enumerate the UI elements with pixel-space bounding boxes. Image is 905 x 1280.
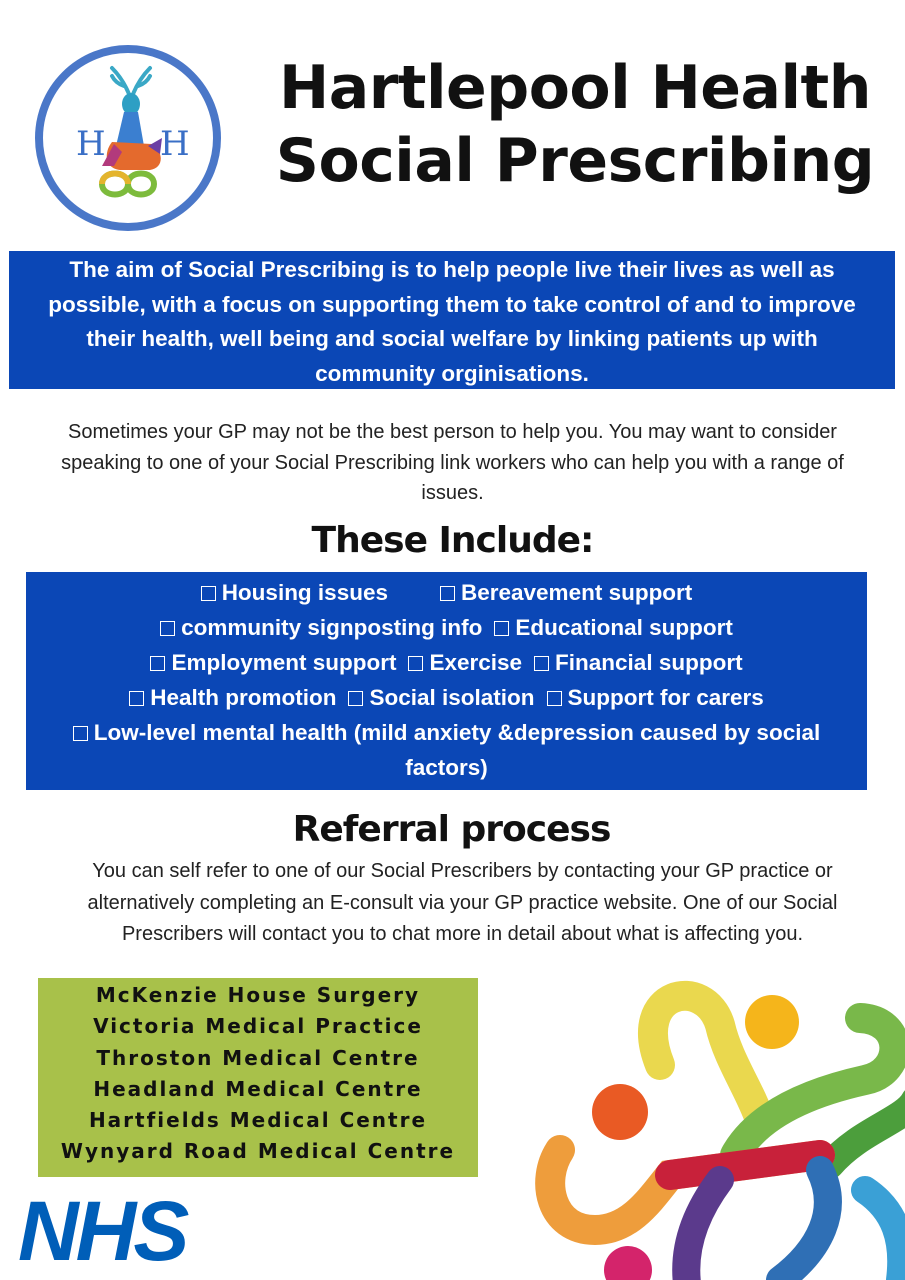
logo-letter-right: H xyxy=(160,124,190,164)
aim-line: possible, with a focus on supporting them to take control of and to improve xyxy=(48,291,856,317)
community-figures-icon xyxy=(520,980,905,1280)
service-item: Support for carers xyxy=(547,680,764,715)
referral-line: Prescribers will contact you to chat more in detail about what is affecting you. xyxy=(121,923,804,945)
intro-line: issues. xyxy=(421,482,484,504)
aim-line: their health, well being and social welfare by linking patients up with xyxy=(86,326,818,351)
practice-name: Victoria Medical Practice xyxy=(93,1014,423,1039)
checkbox-icon xyxy=(348,691,363,706)
nhs-logo-text: NHS xyxy=(18,1190,187,1270)
checkbox-icon xyxy=(440,586,455,601)
service-item: Health promotion xyxy=(129,680,336,715)
checkbox-icon xyxy=(201,586,216,601)
service-item: community signposting info xyxy=(160,610,482,645)
services-row xyxy=(26,645,867,680)
checkbox-icon xyxy=(160,621,175,636)
nhs-logo xyxy=(16,1190,212,1270)
service-item: Employment support xyxy=(150,645,396,680)
includes-heading: These Include: xyxy=(311,520,594,561)
intro-line: Sometimes your GP may not be the best person to help you. You may want to consider xyxy=(68,421,837,443)
service-item: Exercise xyxy=(408,645,522,680)
referral-text xyxy=(40,856,885,951)
service-item: Social isolation xyxy=(348,680,534,715)
practice-name: Wynyard Road Medical Centre xyxy=(60,1139,456,1164)
page-title xyxy=(250,52,900,198)
checkbox-icon xyxy=(150,656,165,671)
services-row-continued: factors) xyxy=(405,755,488,780)
services-row xyxy=(26,715,867,750)
checkbox-icon xyxy=(73,726,88,741)
service-item: Housing issues xyxy=(201,575,388,610)
checkbox-icon xyxy=(547,691,562,706)
services-box xyxy=(26,572,867,790)
referral-line: You can self refer to one of our Social Prescribers by contacting your GP practice or xyxy=(92,860,833,882)
service-item: Bereavement support xyxy=(440,575,692,610)
intro-text xyxy=(20,417,885,509)
practice-name: Hartfields Medical Centre xyxy=(88,1108,428,1133)
services-row xyxy=(26,680,867,715)
checkbox-icon xyxy=(494,621,509,636)
aim-line: The aim of Social Prescribing is to help people live their lives as well as xyxy=(69,257,835,282)
title-line-2: Social Prescribing xyxy=(275,126,875,196)
service-item: Low-level mental health (mild anxiety &depression caused by social xyxy=(73,715,820,750)
practice-name: Throston Medical Centre xyxy=(96,1045,420,1070)
referral-heading: Referral process xyxy=(292,809,611,850)
service-item: Financial support xyxy=(534,645,743,680)
practice-name: Headland Medical Centre xyxy=(93,1076,423,1101)
logo-letter-left: H xyxy=(76,124,106,164)
checkbox-icon xyxy=(534,656,549,671)
intro-line: speaking to one of your Social Prescribing link workers who can help you with a range of xyxy=(61,451,844,474)
service-item: Educational support xyxy=(494,610,733,645)
title-line-1: Hartlepool Health xyxy=(279,53,871,123)
checkbox-icon xyxy=(129,691,144,706)
practices-box xyxy=(38,978,478,1177)
aim-line: community orginisations. xyxy=(315,360,589,386)
checkbox-icon xyxy=(408,656,423,671)
services-row xyxy=(26,575,867,610)
hartlepool-health-logo xyxy=(32,42,224,234)
practice-name: McKenzie House Surgery xyxy=(95,983,421,1007)
aim-banner xyxy=(9,251,895,389)
referral-line: alternatively completing an E-consult via your GP practice website. One of our Social xyxy=(87,891,838,914)
services-row xyxy=(26,610,867,645)
